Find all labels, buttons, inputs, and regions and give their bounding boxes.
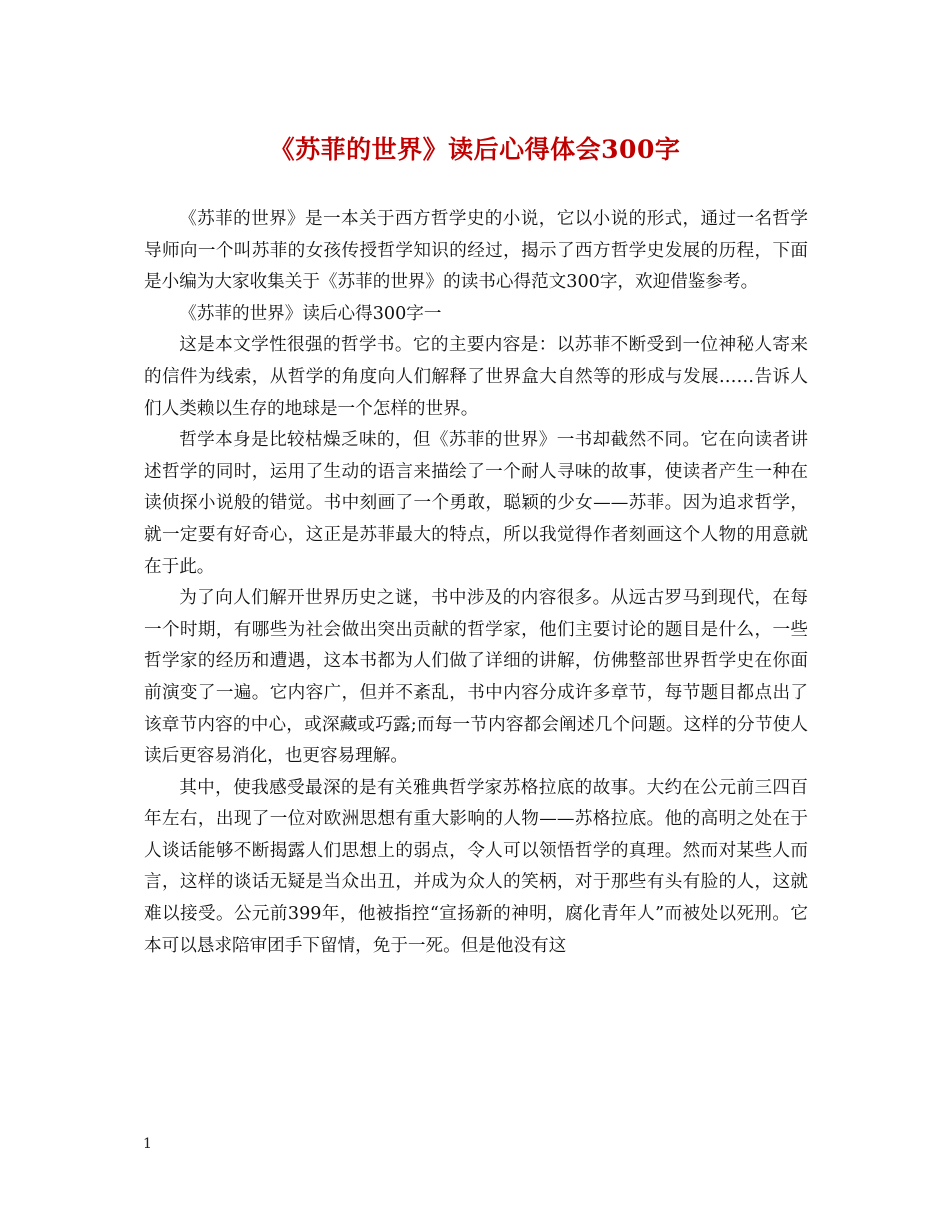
page-number: 1	[143, 1136, 152, 1152]
document-title: 《苏菲的世界》读后心得体会300字	[269, 135, 681, 164]
section-heading: 《苏菲的世界》读后心得300字一	[179, 303, 442, 324]
paragraph: 为了向人们解开世界历史之谜，书中涉及的内容很多。从远古罗马到现代，在每一个时期，有哪些为社会做出突出贡献的哲学家，他们主要讨论的题目是什么，一些哲学家的经历和遭遇，这本书都为人们做了详细的讲解，仿佛整部世界哲学史在你面前演变了一遍。它内容广，但并不紊乱，书中内容分成许多章节，每节题目都点出了该章节内容的中心，或深藏或巧露;而每一节内容都会阐述几个问题。这样的分节使人读后更容易消化，也更容易理解。	[144, 588, 808, 767]
paragraph-intro: 《苏菲的世界》是一本关于西方哲学史的小说，它以小说的形式，通过一名哲学导师向一个叫苏菲的女孩传授哲学知识的经过，揭示了西方哲学史发展的历程，下面是小编为大家收集关于《苏菲的世界》的读书心得范文300字，欢迎借鉴参考。	[144, 209, 808, 293]
paragraph: 这是本文学性很强的哲学书。它的主要内容是：以苏菲不断受到一位神秘人寄来的信件为线索，从哲学的角度向人们解释了世界盒大自然等的形成与发展……告诉人们人类赖以生存的地球是一个怎样的世界。	[144, 335, 808, 419]
paragraph: 其中，使我感受最深的是有关雅典哲学家苏格拉底的故事。大约在公元前三四百年左右，出现了一位对欧洲思想有重大影响的人物——苏格拉底。他的高明之处在于人谈话能够不断揭露人们思想上的弱点，令人可以领悟哲学的真理。然而对某些人而言，这样的谈话无疑是当众出丑，并成为众人的笑柄，对于那些有头有脸的人，这就难以接受。公元前399年，他被指控“宣扬新的神明，腐化青年人”而被处以死刑。它本可以恳求陪审团手下留情，免于一死。但是他没有这	[144, 777, 808, 956]
paragraph: 哲学本身是比较枯燥乏味的，但《苏菲的世界》一书却截然不同。它在向读者讲述哲学的同时，运用了生动的语言来描绘了一个耐人寻味的故事，使读者产生一种在读侦探小说般的错觉。书中刻画了一个勇敢，聪颖的少女——苏菲。因为追求哲学，就一定要有好奇心，这正是苏菲最大的特点，所以我觉得作者刻画这个人物的用意就在于此。	[144, 430, 808, 577]
document-body	[144, 204, 808, 962]
